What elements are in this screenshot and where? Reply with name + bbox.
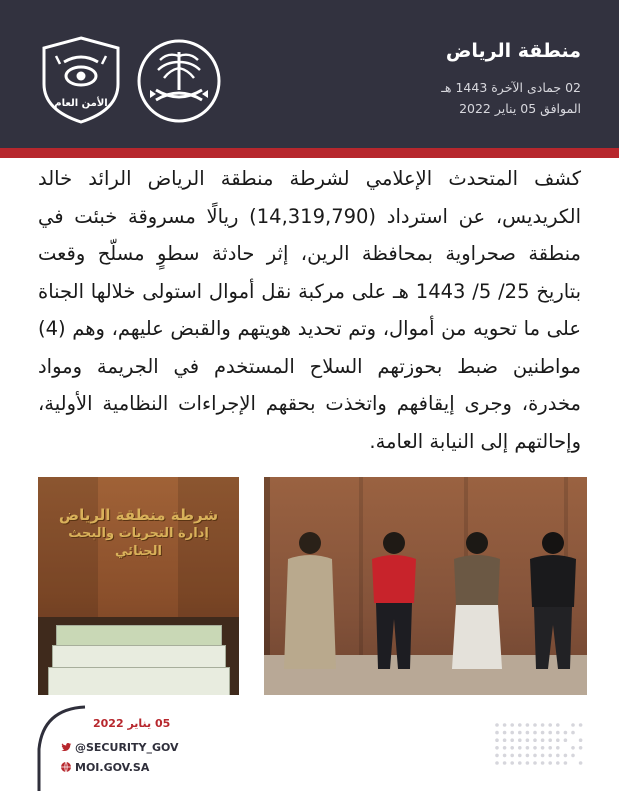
suspect-2 [364,529,424,669]
twitter-bird-icon [60,741,72,753]
photo-seized-cash [38,477,239,695]
gregorian-date: الموافق 05 يناير 2022 [459,101,581,116]
header-banner [0,0,619,148]
sign-line-1: شرطة منطقة الرياض [58,506,219,524]
security-logo-text: الأمن العام [54,98,108,109]
accent-strip [0,148,619,158]
hijri-date: 02 جمادى الآخرة 1443 هـ [441,80,581,95]
public-security-logo-icon [36,34,126,126]
suspect-1 [278,529,342,669]
decorative-dot-pattern-icon [493,721,585,767]
suspect-4 [522,529,584,669]
footer-date: 05 يناير 2022 [93,717,171,730]
globe-icon [60,761,72,773]
region-title: منطقة الرياض [445,40,581,62]
saudi-emblem-icon [136,38,222,124]
twitter-handle-text: @SECURITY_GOV [75,741,179,754]
photo-suspects [264,477,587,695]
twitter-handle[interactable] [60,741,179,754]
sign-line-2: إدارة التحريات والبحث الجنائي [68,526,209,559]
website-link[interactable] [60,761,149,774]
suspect-3 [446,529,508,669]
website-text: MOI.GOV.SA [75,761,150,774]
police-sign [50,505,227,561]
statement-text: كشف المتحدث الإعلامي لشرطة منطقة الرياض الرائد خالد الكريديس، عن استرداد (14,319,790) ريالًا مسروقة خبئت في منطقة صحراوية بمحافظة الرين، إثر حادثة سطوٍ مسلّح وقعت بتاريخ 25/ 5/ 1443 هـ على مركبة نقل أموال استولى خلالها الجناة على ما تحويه من أموال، وتم تحديد هويتهم والقبض عليهم، وهم (4) مواطنين ضبط بحوزتهم السلاح المستخدم في الجريمة ومواد مخدرة، وجرى إيقافهم واتخذت بحقهم الإجراءات النظامية الأولية، وإحالتهم إلى النيابة العامة. [38,167,582,453]
